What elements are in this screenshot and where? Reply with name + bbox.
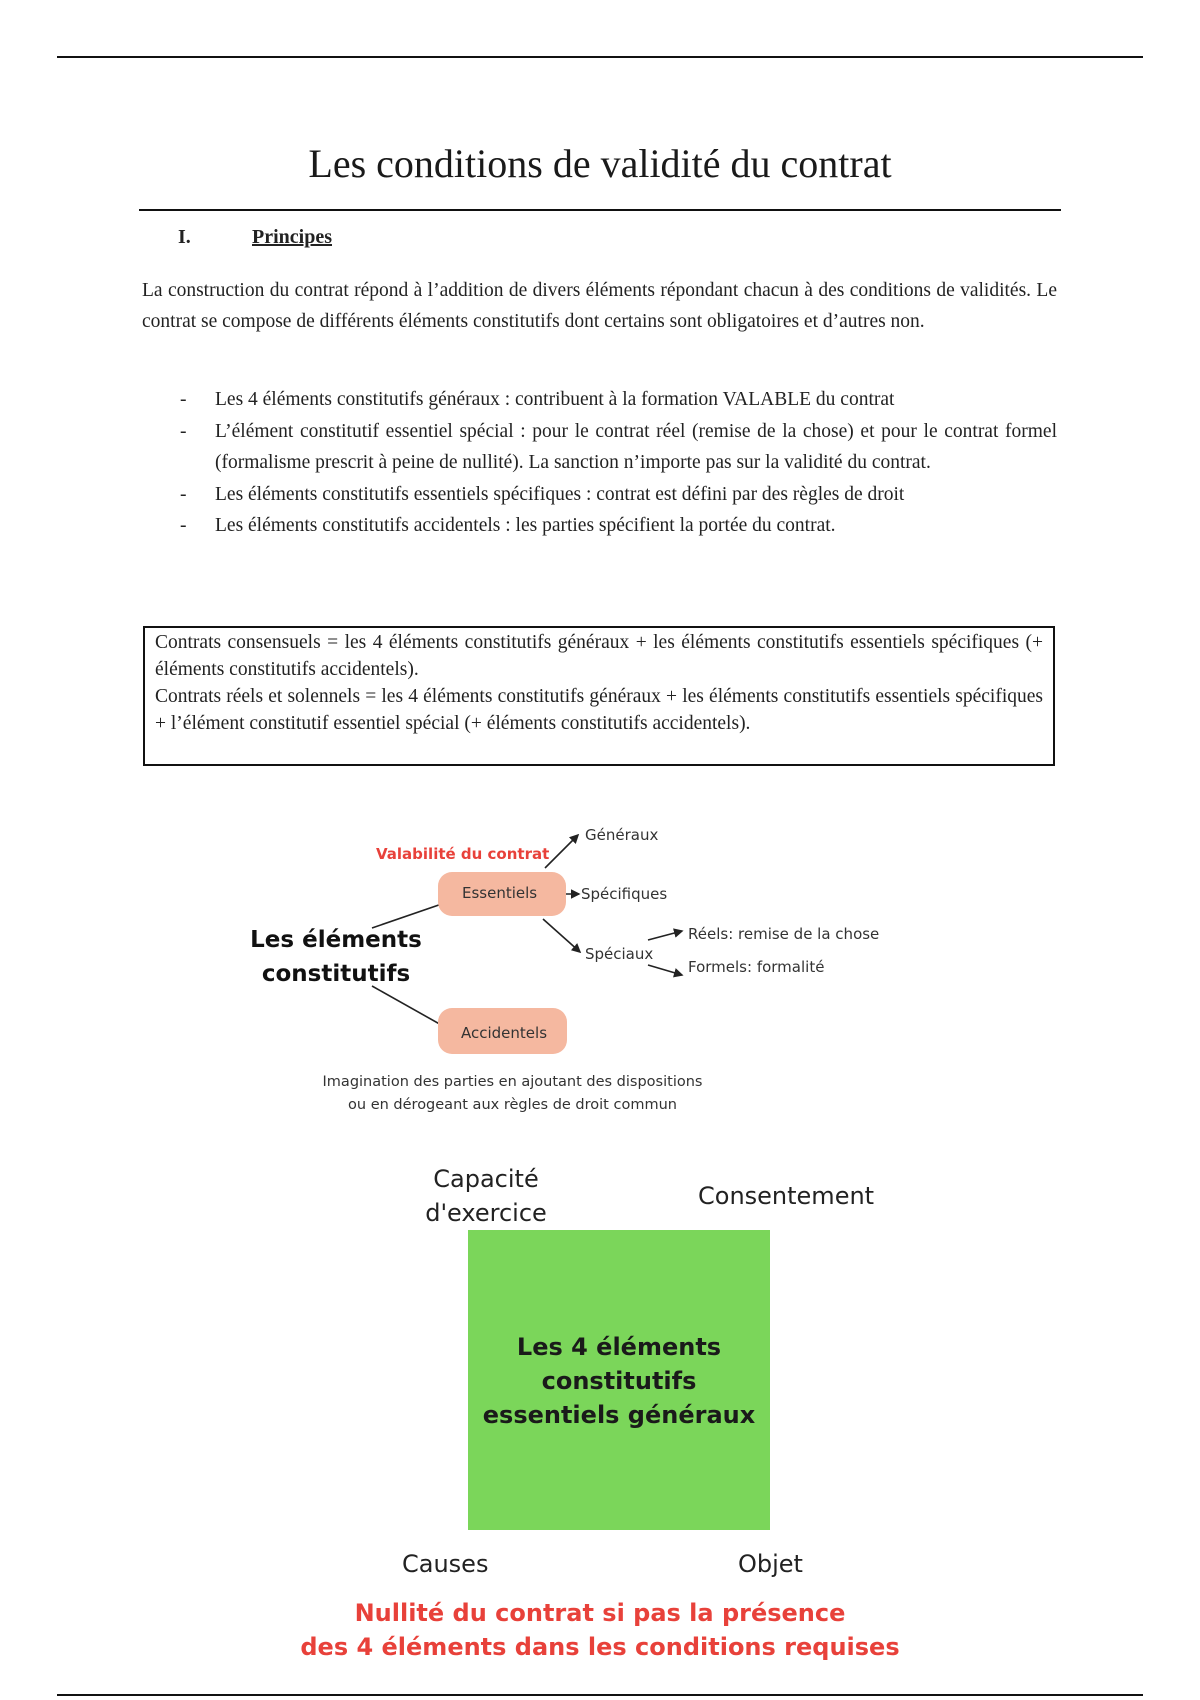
bullet-text: Les éléments constitutifs essentiels spécifiques : contrat est défini par des règles de droit (215, 483, 905, 505)
list-item (142, 416, 1057, 479)
bullet-dash: - (180, 420, 187, 442)
summary-reels-solennels: Contrats réels et solennels = les 4 éléments constitutifs généraux + les éléments constitutifs essentiels spécifiques + l’élément constitutif essentiel spécial (+ éléments constitutifs accidentels). (155, 686, 1043, 734)
intro-paragraph: La construction du contrat répond à l’addition de divers éléments répondant chacun à des conditions de validités. Le contrat se compose de différents éléments constitutifs dont certains sont obligatoires et d’autres non. (142, 280, 1057, 332)
essentiels-label: Essentiels (462, 884, 538, 902)
page-title: Les conditions de validité du contrat (308, 141, 892, 186)
section-number: I. (178, 226, 191, 248)
accidentels-note (300, 1071, 725, 1117)
formels-label: Formels: formalité (688, 958, 825, 976)
validity-label: Valabilité du contrat (376, 845, 550, 863)
consentement-label: Consentement (698, 1182, 875, 1210)
summary-box (143, 626, 1055, 766)
capacite-line-2: d'exercice (425, 1199, 547, 1227)
reels-label: Réels: remise de la chose (688, 925, 880, 943)
accidentels-label: Accidentels (461, 1024, 548, 1042)
causes-label: Causes (402, 1550, 489, 1578)
root-line-2: constitutifs (261, 961, 411, 987)
connector-speciaux (543, 919, 580, 952)
bullet-text: Les 4 éléments constitutifs généraux : contribuent à la formation VALABLE du contrat (215, 389, 895, 410)
bullet-text: L’élément constitutif essentiel spécial : pour le contrat réel (remise de la chose) et pour le contrat formel (formalisme prescrit à peine de nullité). La sanction n’importe pas sur la validité du contrat. (215, 420, 1057, 473)
connector-reels (648, 931, 682, 940)
bullet-dash: - (180, 389, 187, 410)
square-line-2: constitutifs (541, 1367, 697, 1395)
section-title: Principes (252, 226, 332, 248)
bullet-text: Les éléments constitutifs accidentels : les parties spécifient la portée du contrat. (215, 515, 836, 536)
bullet-dash: - (180, 515, 187, 536)
bullet-dash: - (180, 483, 187, 505)
bottom-rule (57, 1694, 1143, 1696)
specifiques-label: Spécifiques (581, 885, 668, 903)
warning-line-2: des 4 éléments dans les conditions requises (300, 1633, 900, 1661)
bullet-list (142, 384, 1057, 542)
list-item (142, 510, 1057, 542)
mindmap-root (236, 923, 436, 991)
note-line-1: Imagination des parties en ajoutant des dispositions (322, 1074, 703, 1090)
square-line-1: Les 4 éléments (516, 1333, 722, 1361)
warning-line-1: Nullité du contrat si pas la présence (354, 1599, 846, 1627)
list-item (142, 479, 1057, 511)
top-rule (57, 56, 1143, 58)
title-rule (139, 209, 1061, 211)
capacite-label (420, 1162, 552, 1230)
note-line-2: ou en dérogeant aux règles de droit commun (348, 1097, 677, 1113)
capacite-line-1: Capacité (433, 1165, 539, 1193)
speciaux-label: Spéciaux (585, 945, 654, 963)
root-line-1: Les éléments (250, 927, 422, 953)
square-line-3: essentiels généraux (482, 1401, 756, 1429)
connector-generaux (545, 835, 578, 868)
nullity-warning (0, 1596, 1200, 1664)
generaux-label: Généraux (585, 826, 659, 844)
objet-label: Objet (738, 1550, 803, 1578)
summary-consensuels: Contrats consensuels = les 4 éléments constitutifs généraux + les éléments constitutifs essentiels spécifiques (+ éléments constitutifs accidentels). (155, 632, 1043, 680)
list-item (142, 384, 1057, 416)
square-center-text (468, 1330, 770, 1432)
connector-formels (648, 965, 682, 975)
